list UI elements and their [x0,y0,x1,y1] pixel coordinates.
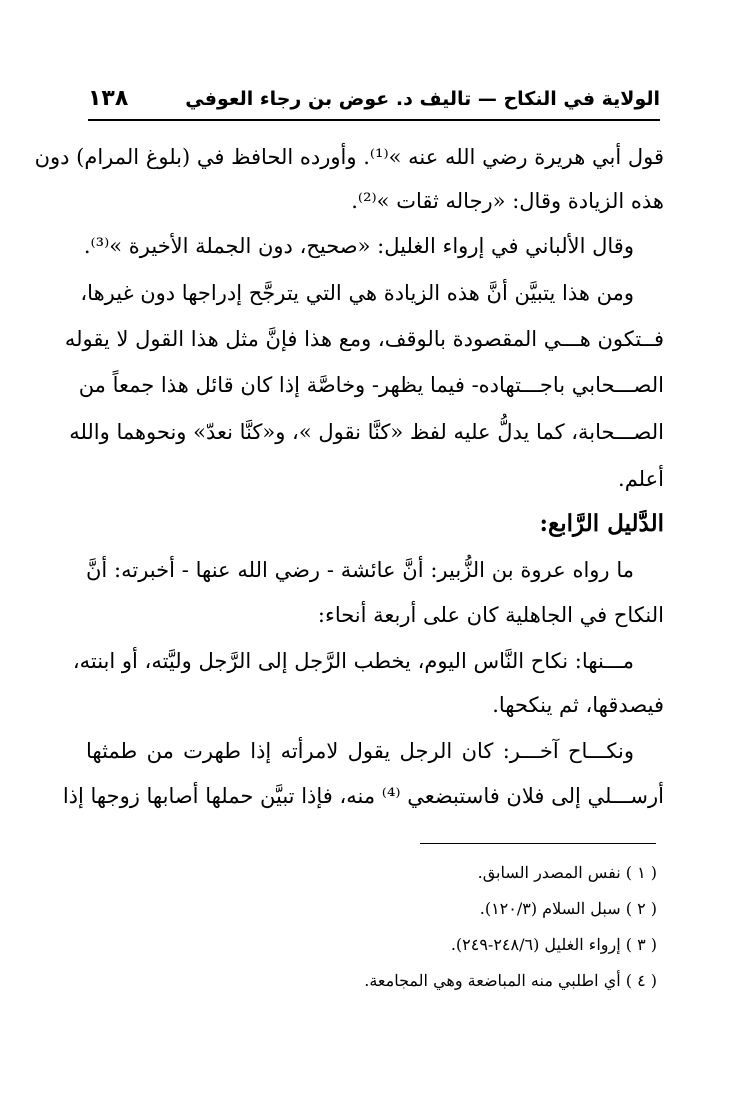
body-line: أرســـلي إلى فلان فاستبضعي ⁽⁴⁾ منه، فإذا تبيَّن حملها أصابها زوجها إذا [62,784,664,808]
body-line: ومن هذا يتبيَّن أنَّ هذه الزيادة هي التي يترجَّح إدراجها دون غيرها، [80,281,634,305]
running-header [88,86,660,120]
footnote: ( ٤ ) أي اطلبي منه المباضعة وهي المجامعة. [364,971,657,990]
body-line: النكاح في الجاهلية كان على أربعة أنحاء: [317,603,664,627]
body-line: فــتكون هـــي المقصودة بالوقف، ومع هذا فإنَّ مثل هذا القول لا يقوله [64,327,664,351]
body-line: هذه الزيادة وقال: «رجاله ثقات »⁽²⁾. [351,189,664,213]
body-line: ونكـــاح آخـــر: كان الرجل يقول لامرأته إذا طهرت من طمثها [86,739,634,763]
body-line: مـــنها: نكاح النَّاس اليوم، يخطب الرَّجل إلى الرَّجل وليَّته، أو ابنته، [72,649,634,673]
body-line: أعلم. [618,467,664,491]
header-rule [88,119,660,121]
body-line: فيصدقها، ثم ينكحها. [492,693,664,717]
footnote: ( ٢ ) سبل السلام (١٢٠/٣). [479,899,657,918]
body-line: ما رواه عروة بن الزُّبير: أنَّ عائشة - رضي الله عنها - أخبرته: أنَّ [86,558,634,582]
footnote: ( ١ ) نفس المصدر السابق. [477,863,657,882]
body-line: وقال الألباني في إرواء الغليل: «صحيح، دون الجملة الأخيرة »⁽³⁾. [83,234,634,258]
footnote-separator [420,843,656,844]
header-title: الولاية في النكاح — تاليف د. عوض بن رجاء العوفي [185,88,660,110]
body-line: الصـــحابة، كما يدلُّ عليه لفظ «كنَّا نقول »، و«كنَّا نعدّ» ونحوهما والله [69,420,664,444]
footnote: ( ٣ ) إرواء الغليل (٢٤٨/٦-٢٤٩). [450,935,657,954]
section-heading: الدَّليل الرَّابع: [539,510,664,537]
body-line: قول أبي هريرة رضي الله عنه »⁽¹⁾. وأورده الحافظ في (بلوغ المرام) دون [34,145,664,169]
body-line: الصـــحابي باجـــتهاده- فيما يظهر- وخاصَّة إذا كان قائل هذا جمعاً من [78,373,664,397]
page-number: ١٣٨ [88,86,129,111]
